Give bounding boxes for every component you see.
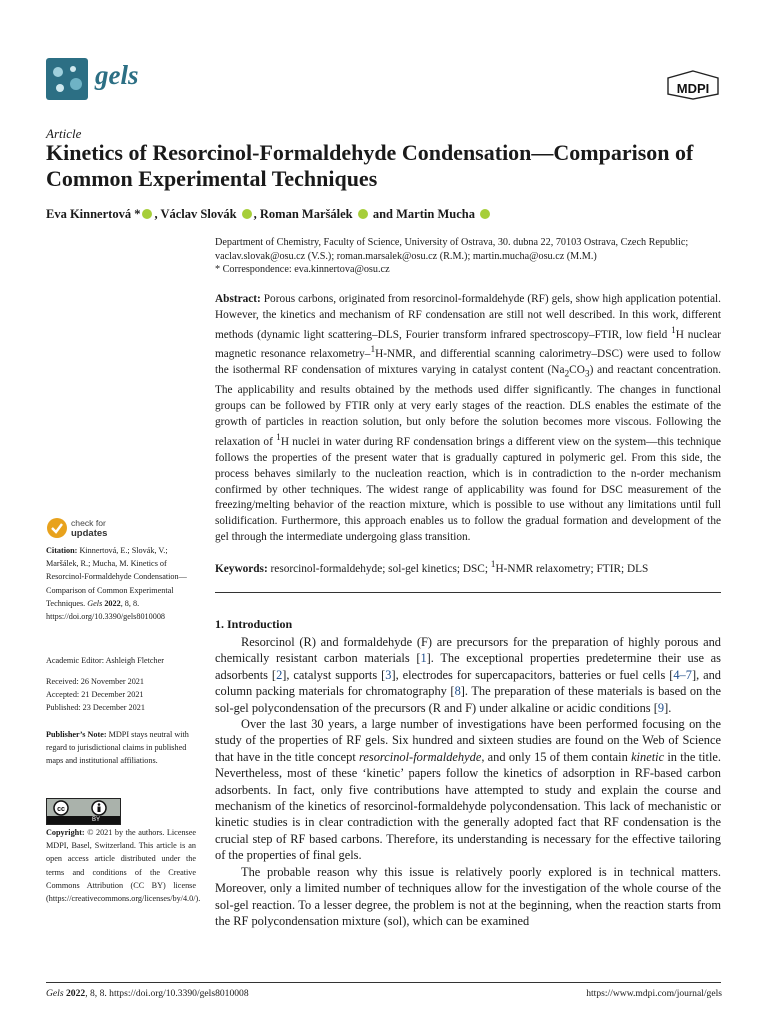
abstract-label: Abstract: bbox=[215, 293, 261, 305]
abstract-text: CO bbox=[569, 364, 585, 377]
copyright-block: Copyright: © 2021 by the authors. Licensee MDPI, Basel, Switzerland. This article is an open access article distributed under the terms and conditions of the Creative Commons Attribution (CC BY) license (https://creativecommons.org/licenses/by/4.0/). bbox=[46, 828, 201, 904]
accepted-date: Accepted: 21 December 2021 bbox=[46, 690, 144, 700]
author-name[interactable]: and Martin Mucha bbox=[369, 207, 479, 221]
cc-by-label: BY bbox=[91, 817, 100, 823]
reference-link[interactable]: 9 bbox=[657, 700, 665, 715]
publication-dates bbox=[46, 675, 196, 715]
cc-by-strip bbox=[47, 816, 120, 824]
abstract-text: H-NMR, and differential scanning calorimetry–DSC) were used to follow the isothermal RF condensation of mixtures varying in catalyst content (Na bbox=[215, 348, 721, 377]
orcid-icon[interactable] bbox=[142, 209, 152, 219]
keywords-text: resorcinol-formaldehyde; sol-gel kinetics; DSC; bbox=[267, 562, 491, 575]
paragraph: Resorcinol (R) and formaldehyde (F) are precursors for the preparation of highly porous and chemically resistant carbon materials [1]. The exceptional properties predetermine their use as adsorbents [2], catalyst supports [3], electrodes for supercapacitors, batteries or fuel cells [4–7], and column packing materials for chromatography [8]. The preparation of these materials is based on the sol-gel polycondensation of the precursors (R and F) under alkaline or acidic conditions [9]. bbox=[215, 635, 722, 715]
footer-doi[interactable]: , 8, 8. https://doi.org/10.3390/gels8010008 bbox=[85, 988, 249, 999]
correspondence-line[interactable]: * Correspondence: eva.kinnertova@osu.cz bbox=[215, 264, 390, 275]
footer-journal-url[interactable]: https://www.mdpi.com/journal/gels bbox=[586, 988, 722, 999]
publishers-note: Publisher’s Note: MDPI stays neutral with regard to jurisdictional claims in published maps and institutional affiliations. bbox=[46, 730, 189, 766]
affiliation-line: Department of Chemistry, Faculty of Science, University of Ostrava, 30. dubna 22, 70103 Ostrava, Czech Republic; bbox=[215, 237, 689, 248]
reference-link[interactable]: 3 bbox=[385, 667, 392, 682]
section-divider bbox=[215, 592, 721, 593]
paragraph: The probable reason why this issue is relatively poorly explored is in technical matters. Moreover, only a limited number of techniques allow for the investigation of the whole course of the sol-gel reaction. To a lesser degree, the problem is not at the beginning, when the reaction starts from the RF polycondensation mixture (sol), which can be examined bbox=[215, 864, 721, 928]
author-name[interactable]: , Václav Slovák bbox=[154, 207, 240, 221]
superscript: 1 bbox=[370, 345, 376, 356]
abstract-text: ) and reactant concentration. The applicability and results obtained by the methods used differ significantly. The changes in functional groups can be followed by FTIR only at very early stages of the reaction. DLS enables the estimate of the growth of particles in reaction solution, but only before the solution becomes more viscous. Following the relaxation of bbox=[215, 364, 721, 448]
superscript: 1 bbox=[671, 325, 676, 336]
citation-block: Citation: Kinnertová, E.; Slovák, V.; Maršálek, R.; Mucha, M. Kinetics of Resorcinol-Formaldehyde Condensation—Comparison of Common Experimental Techniques. Gels 2022, 8, 8. https://doi.org/10.3390/gels8010008 bbox=[46, 546, 187, 622]
reference-link[interactable]: 2 bbox=[276, 667, 283, 682]
reference-link[interactable]: 8 bbox=[454, 684, 461, 699]
gels-journal-logo-icon bbox=[46, 58, 88, 100]
keywords-text: H-NMR relaxometry; FTIR; DLS bbox=[495, 562, 649, 575]
reference-link[interactable]: 4–7 bbox=[673, 667, 692, 682]
article-title: Kinetics of Resorcinol-Formaldehyde Condensation—Comparison of Common Experimental Techniques bbox=[46, 140, 694, 191]
publisher-name: MDPI bbox=[676, 81, 710, 96]
orcid-icon[interactable] bbox=[358, 209, 368, 219]
affiliation-block bbox=[215, 236, 725, 277]
academic-editor: Academic Editor: Ashleigh Fletcher bbox=[46, 656, 165, 665]
affiliation-emails[interactable]: vaclav.slovak@osu.cz (V.S.); roman.marsalek@osu.cz (R.M.); martin.mucha@osu.cz (M.M.) bbox=[215, 250, 597, 262]
orcid-icon[interactable] bbox=[480, 209, 490, 219]
paragraph: Over the last 30 years, a large number of investigations have been performed focusing on the study of the properties of RF gels. Six hundred and sixteen studies are found on the Web of Science that have in the title concept resorcinol-formaldehyde, and only 15 of them contain kinetic in the title. Nevertheless, most of these ‘kinetic’ papers follow the kinetics of adsorption in RF-based carbon adsorbents. In fact, only five contributions have attempted to study and explain the course and mechanism of the kinetics of resorcinol-formaldehyde polycondensation. This lack of mechanistic or kinetic studies is in clear contradiction with the generally adopted fact that RF condensation is the crucial step of RF based carbons. Therefore, its understanding is necessary for the effective tailoring of the properties of final gels. bbox=[215, 717, 721, 863]
superscript: 1 bbox=[276, 433, 281, 444]
orcid-icon[interactable] bbox=[242, 209, 252, 219]
article-type: Article bbox=[46, 126, 82, 141]
keywords bbox=[215, 558, 721, 577]
received-date: Received: 26 November 2021 bbox=[46, 677, 144, 686]
citation-doi[interactable]: , 8, 8. https://doi.org/10.3390/gels8010008 bbox=[46, 598, 166, 622]
published-date: Published: 23 December 2021 bbox=[46, 703, 145, 713]
abstract-text: H nuclei in water during RF condensation brings a different view on the system—this technique follows the properties of the present water that is gradually captured in polymeric gel. From this side, the process behaves similarly to the nucleation reaction, which is in contradiction to the n-order mechanism confirmed by other techniques. The widest range of applicability was found for DSC measurement of the freezing/melting behavior of the reaction mixture, which is possible to use without any limitations until full solidification. Furthermore, this approach enables us to follow the gradual formation and development of the gel through the intermediate undergoing glass transition. bbox=[215, 435, 721, 544]
cc-by-license-badge[interactable] bbox=[46, 798, 121, 825]
section-heading: 1. Introduction bbox=[215, 617, 293, 631]
author-name[interactable]: , Roman Maršálek bbox=[253, 207, 356, 221]
svg-text:cc: cc bbox=[57, 806, 65, 813]
reference-link[interactable]: 1 bbox=[420, 651, 427, 666]
author-list bbox=[46, 207, 492, 222]
footer-divider bbox=[46, 982, 721, 983]
subscript: 2 bbox=[564, 369, 570, 380]
abstract bbox=[215, 292, 721, 546]
journal-name: gels bbox=[95, 60, 139, 90]
check-for-updates-label[interactable]: check for updates bbox=[71, 518, 108, 539]
superscript: 1 bbox=[490, 560, 496, 570]
subscript: 3 bbox=[584, 369, 590, 380]
keywords-label: Keywords: bbox=[215, 562, 268, 575]
check-for-updates-icon[interactable] bbox=[46, 517, 68, 539]
introduction-body bbox=[215, 634, 721, 929]
author-name[interactable]: Eva Kinnertová * bbox=[46, 207, 141, 221]
abstract-text: H nuclear magnetic resonance relaxometry– bbox=[215, 328, 721, 361]
abstract-text: Porous carbons, originated from resorcinol-formaldehyde (RF) gels, show high application potential. However, the kinetics and mechanism of RF condensation are still not well described. In this work, different methods (dynamic light scattering–DLS, Fourier transform infrared spectroscopy–FTIR, low field bbox=[215, 293, 721, 341]
mdpi-logo[interactable] bbox=[666, 70, 720, 100]
creative-commons-icon bbox=[47, 799, 120, 816]
footer-citation: Gels 2022, 8, 8. https://doi.org/10.3390/gels8010008 bbox=[46, 988, 249, 999]
